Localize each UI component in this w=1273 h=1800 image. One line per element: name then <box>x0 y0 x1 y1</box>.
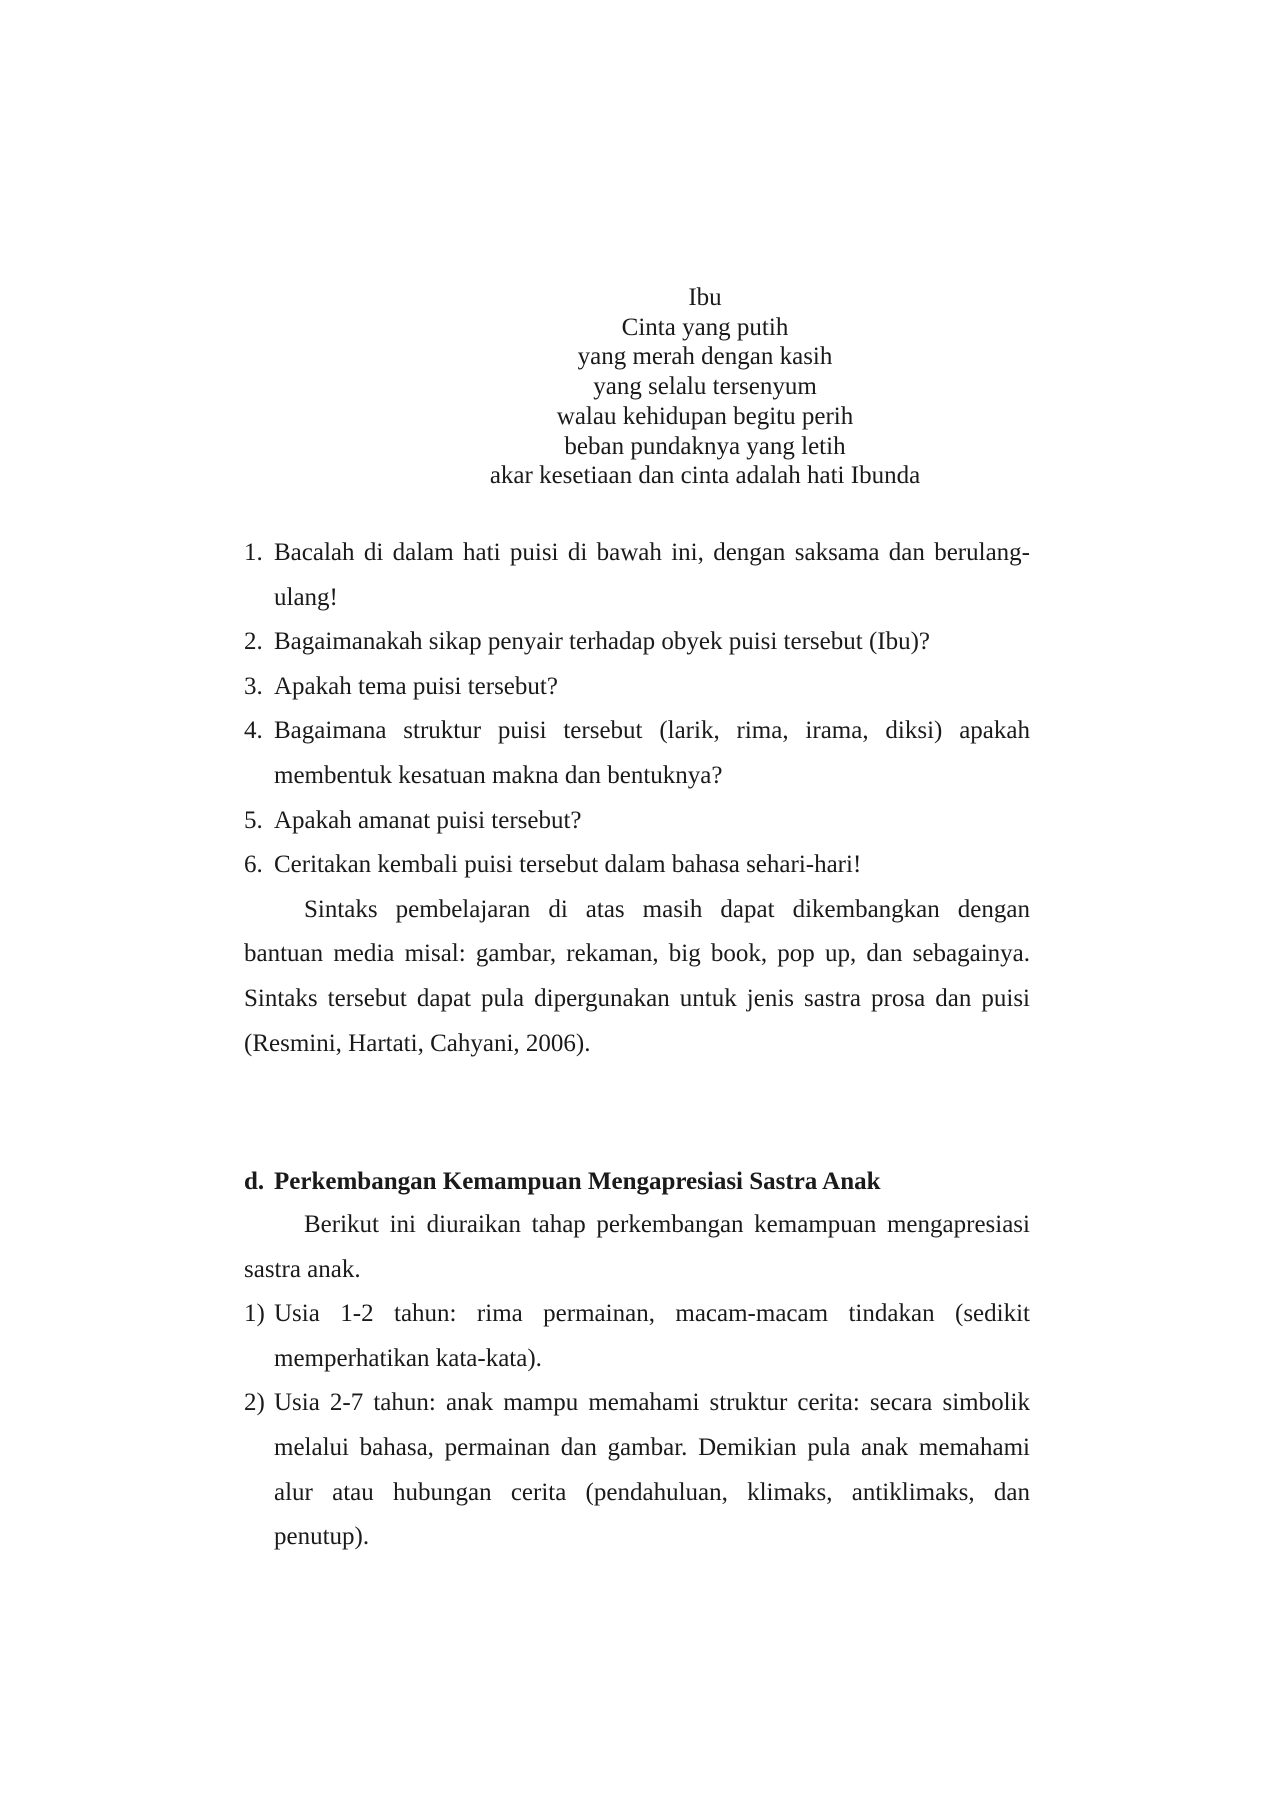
question-item <box>244 843 1030 888</box>
stage-item <box>244 1381 1030 1559</box>
question-number: 6. <box>244 851 263 879</box>
questions-and-paragraph <box>244 531 1030 1066</box>
question-number: 3. <box>244 672 263 700</box>
question-item <box>244 799 1030 844</box>
question-item <box>244 620 1030 665</box>
stage-text: Usia 1-2 tahun: rima permainan, macam-macam tindakan (sedikit memperhatikan kata-kata). <box>274 1300 1030 1372</box>
poem-line: akar kesetiaan dan cinta adalah hati Ibunda <box>489 462 921 490</box>
question-text: Ceritakan kembali puisi tersebut dalam bahasa sehari-hari! <box>274 851 862 879</box>
poem-line: yang merah dengan kasih <box>577 343 833 371</box>
question-text: Bagaimana struktur puisi tersebut (larik, rima, irama, diksi) apakah membentuk kesatuan makna dan bentuknya? <box>274 717 1030 789</box>
poem-line: beban pundaknya yang letih <box>564 432 846 460</box>
question-item <box>244 709 1030 798</box>
section-title-text: Perkembangan Kemampuan Mengapresiasi Sastra Anak <box>274 1168 881 1195</box>
question-text: Bagaimanakah sikap penyair terhadap obyek puisi tersebut (Ibu)? <box>274 628 931 656</box>
question-list <box>244 531 1030 888</box>
stage-text: Usia 2-7 tahun: anak mampu memahami struktur cerita: secara simbolik melalui bahasa, permainan dan gambar. Demikian pula anak memahami alur atau hubungan cerita (pendahuluan, klimaks, antiklimaks, dan penutup). <box>274 1389 1030 1551</box>
stage-number: 2) <box>244 1389 265 1417</box>
poem-line: walau kehidupan begitu perih <box>556 402 854 430</box>
question-item <box>244 531 1030 620</box>
section-body <box>244 1203 1030 1560</box>
poem-line: Cinta yang putih <box>621 313 789 341</box>
poem-line: yang selalu tersenyum <box>593 373 817 401</box>
question-text: Apakah tema puisi tersebut? <box>274 672 558 700</box>
question-number: 4. <box>244 717 263 745</box>
body-paragraph: Sintaks pembelajaran di atas masih dapat dikembangkan dengan bantuan media misal: gambar, rekaman, big book, pop up, dan sebagainya. Sintaks tersebut dapat pula dipergunakan untuk jenis sastra prosa dan puisi (Resmini, Hartati, Cahyani, 2006). <box>244 895 1030 1057</box>
poem <box>244 283 1166 491</box>
stage-list <box>244 1292 1030 1560</box>
stage-item <box>244 1292 1030 1381</box>
section-intro: Berikut ini diuraikan tahap perkembangan kemampuan mengapresiasi sastra anak. <box>244 1211 1030 1283</box>
section-heading <box>244 1160 881 1205</box>
section-letter: d. <box>244 1168 265 1195</box>
question-text: Bacalah di dalam hati puisi di bawah ini, dengan saksama dan berulang-ulang! <box>274 539 1030 611</box>
question-text: Apakah amanat puisi tersebut? <box>274 806 582 834</box>
question-number: 5. <box>244 806 263 834</box>
question-item <box>244 665 1030 710</box>
question-number: 2. <box>244 628 263 656</box>
poem-title: Ibu <box>688 284 722 311</box>
question-number: 1. <box>244 539 263 566</box>
stage-number: 1) <box>244 1300 265 1328</box>
